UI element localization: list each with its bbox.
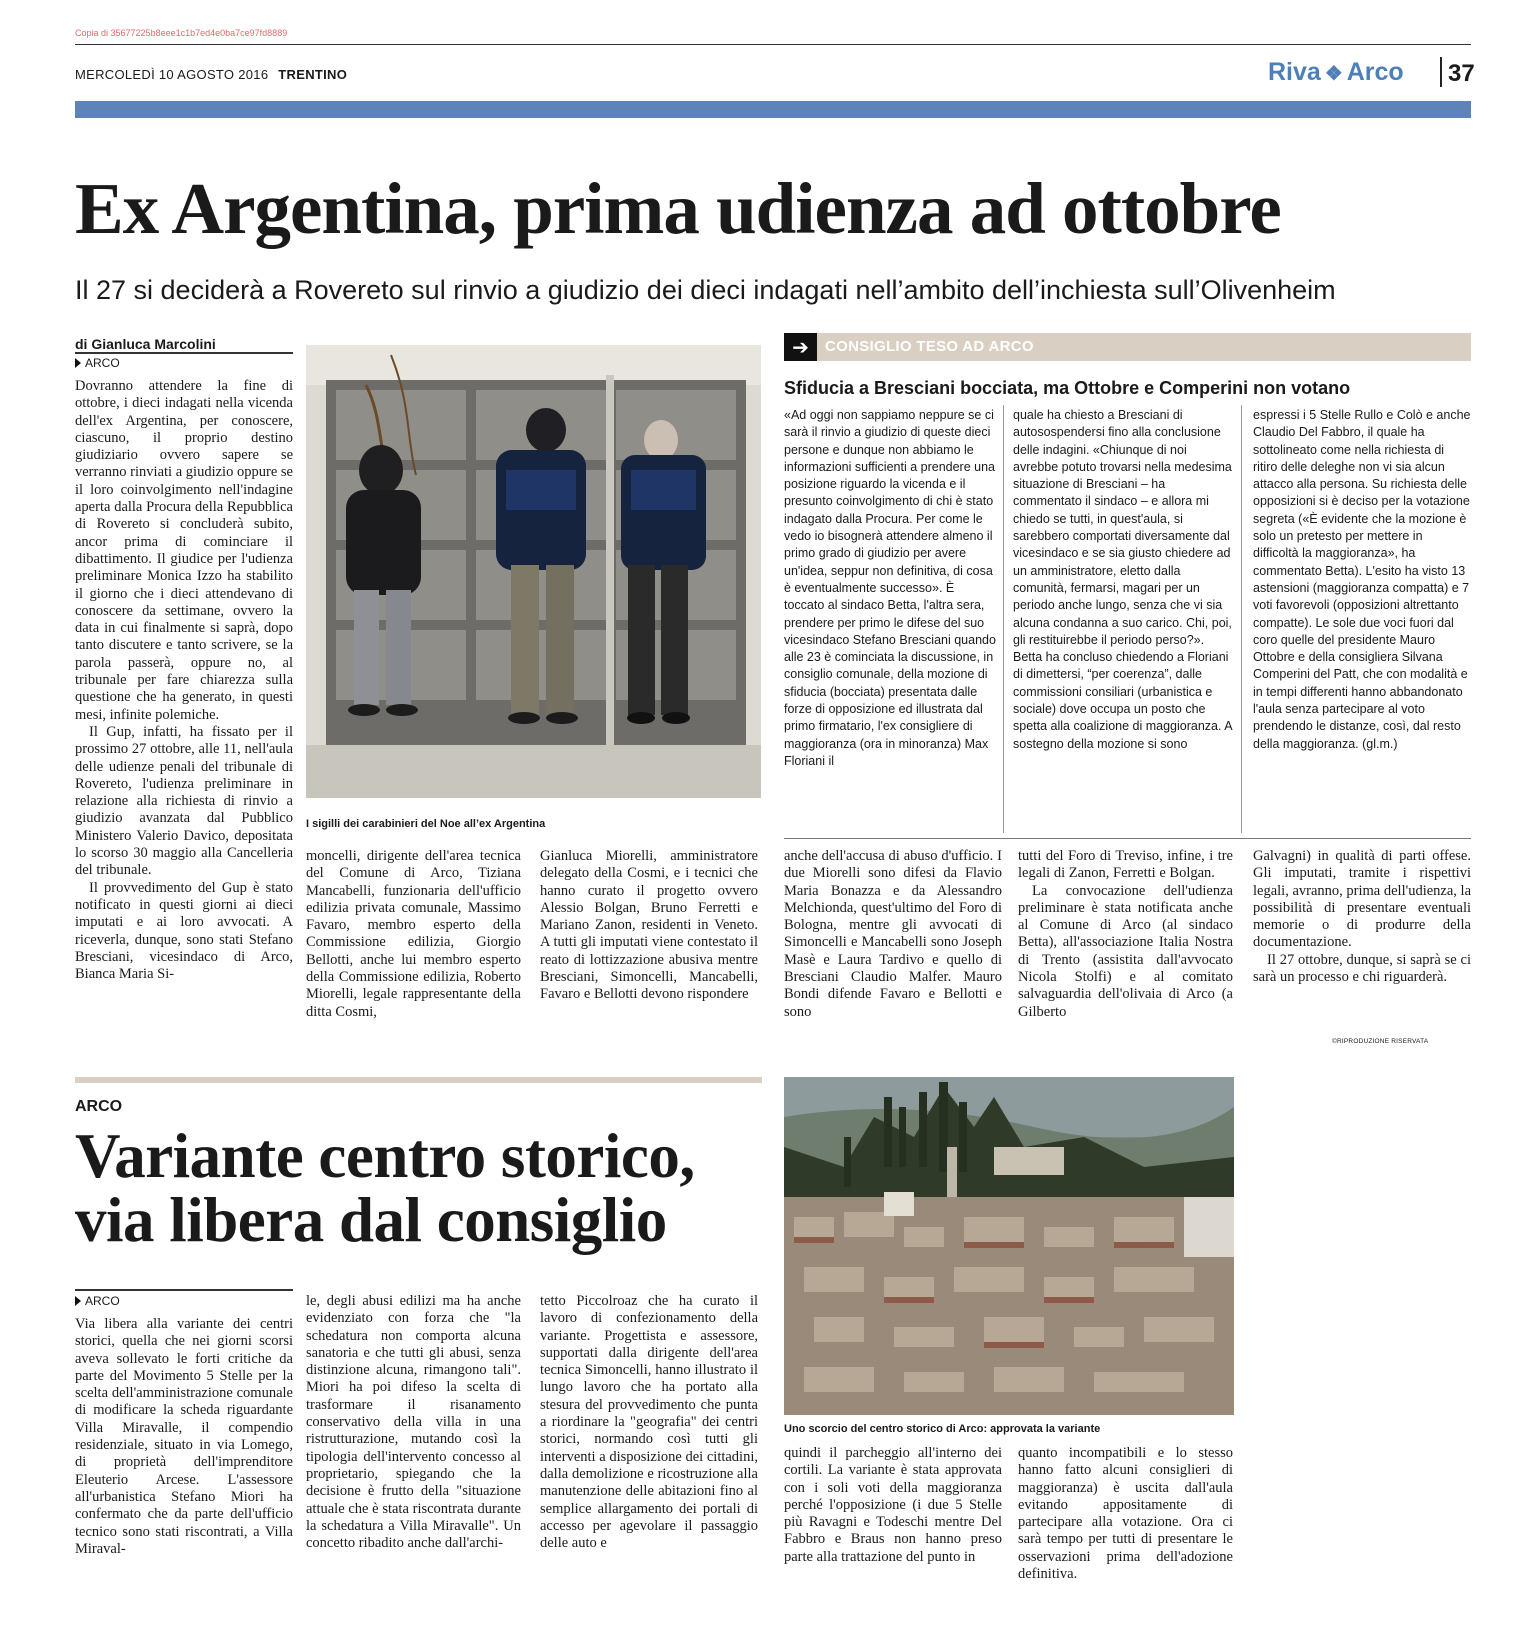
sidebar-col3: espressi i 5 Stelle Rullo e Colò e anche Claudio Del Fabbro, il quale ha sottolineato come nella richiesta di ritiro delle deleghe non vi sia alcun attacco alla persona. Su richiesta delle opposizioni si è deciso per la votazione segreta («È evidente che la mozione è solo un pretesto per mettere in difficoltà la maggioranza», ha commentato Betta). L'esito ha visto 13 astensioni (maggioranza compatta) e 7 voti favorevoli (opposizioni altrettanto compatte). Le sole due voci fuori dal coro quelle del presidente Mauro Ottobre e della consigliera Silvana Comperini del Patt, che con modalità e in tempi differenti hanno abbandonato l'aula senza partecipare al voto prendendo le distanze, così, dal resto della maggioranza. (gl.m.) xyxy=(1253,408,1471,751)
paragraph: Il provvedimento del Gup è stato notificato in questi giorni ai dieci imputati e ai loro avvocati. A riceverla, dunque, sono stati Stefano Bresciani, vicesindaco di Arco, Bianca Maria Si- xyxy=(75,879,293,983)
arco-town-photo-art xyxy=(784,1077,1234,1415)
arco-town-photo xyxy=(784,1077,1234,1415)
paragraph: le, degli abusi edilizi ma ha anche evidenziato con forza che "la schedatura non comporta alcuna sanatoria e che tutti gli abusi, senza distinzione alcuna, rimangono tali". Miori ha poi difeso la scelta di trasformare il risanamento conservativo della villa in una ristrutturazione, mutando così la tipologia dell'intervento concesso al proprietario, spiegando che la decisione è frutto della "situazione attuale che è stata riscontrata durante la schedatura a Villa Miravalle". Un concetto ribadito anche dall'archi- xyxy=(306,1293,521,1552)
article1-col2 xyxy=(306,848,521,1021)
sidebar-bottom-rule xyxy=(784,838,1471,839)
article2-col2 xyxy=(306,1293,521,1552)
paragraph: moncelli, dirigente dell'area tecnica del Comune di Arco, Tiziana Mancabelli, funzionaria dell'ufficio edilizia privata comunale, Massimo Favaro, membro esperto della Commissione edilizia, Giorgio Bellotti, anche lui membro esperto della Commissione edilizia, Roberto Miorelli, legale rappresentante della ditta Cosmi, xyxy=(306,848,521,1020)
headline-line: via libera dal consiglio xyxy=(75,1185,667,1255)
article2-headline xyxy=(75,1121,695,1255)
diamond-icon: ❖ xyxy=(1324,63,1343,85)
page-number: 37 xyxy=(1448,60,1475,87)
byline: di Gianluca Marcolini xyxy=(75,336,216,352)
column-divider xyxy=(1003,405,1004,833)
carabinieri-photo-art xyxy=(306,345,761,798)
sidebar-label: CONSIGLIO TESO AD ARCO xyxy=(825,338,1034,355)
location-tag xyxy=(75,356,120,370)
paragraph: anche dell'accusa di abuso d'ufficio. I due Miorelli sono difesi da Flavio Maria Bonazza e da Alessandro Melchionda, quest'ultimo del Foro di Bologna, mentre gli avvocati di Simoncelli e Mancabelli sono Joseph Masè e Laura Tardivo e quello di Bresciani Claudio Malfer. Mauro Bondi difende Favaro e Bellotti e sono xyxy=(784,848,1002,1020)
paragraph: quindi il parcheggio all'interno dei cortili. La variante è stata approvata con i soli voti della maggioranza perché l'opposizione (i due 5 Stelle più Ravagni e Todeschi mentre Del Fabbro e Braus non hanno preso parte alla trattazione del punto in xyxy=(784,1445,1002,1565)
article2-col1 xyxy=(75,1316,293,1558)
paragraph: tetto Piccolroaz che ha curato il lavoro di confezionamento della variante. Progettista e assessore, supportati dalla dirigente dell'area tecnica Simoncelli, hanno illustrato il lungo lavoro che ha portato alla stesura del provvedimento che punta a riordinare la "geografia" dei centri storici, normando così tutti gli interventi a disposizione dei cittadini, dalla demolizione e ricostruzione alla manutenzione delle abitazioni fino al semplice allargamento dei portali di accesso per agevolare il passaggio delle auto e xyxy=(540,1293,758,1552)
paragraph: Gianluca Miorelli, amministratore delegato della Cosmi, e i tecnici che hanno curato il progetto ovvero Alessio Bolgan, Bruno Ferretti e Mariano Zanon, residenti in Veneto. A tutti gli imputati viene contestato il reato di lottizzazione abusiva mentre Bresciani, Simoncelli, Mancabelli, Favaro e Bellotti devono rispondere xyxy=(540,848,758,1003)
section2-label: ARCO xyxy=(75,1098,123,1115)
photo-caption: I sigilli dei carabinieri del Noe all’ex Argentina xyxy=(306,818,546,830)
paragraph: Il 27 ottobre, dunque, si saprà se ci sarà un processo e chi riguarderà. xyxy=(1253,951,1471,986)
article1-col3 xyxy=(540,848,758,1004)
section2-band xyxy=(75,1077,762,1083)
photo-caption: Uno scorcio del centro storico di Arco: approvata la variante xyxy=(784,1423,1101,1435)
headline-line: Variante centro storico, xyxy=(75,1121,695,1191)
sidebar-col2: quale ha chiesto a Bresciani di autosospendersi fino alla conclusione delle indagini. «Chiunque di noi avrebbe potuto trovarsi nella medesima situazione di Bresciani – ha commentato il sindaco – e allora mi chiedo se tutti, in quest'aula, si sarebbero comportati diversamente dal vicesindaco e se sia giusto chiedere ad un amministratore, eletto dalla comunità, fermarsi, magari per un periodo anche lungo, senza che vi sia alcuna condanna a suo carico. Chi, poi, gli restituirebbe il periodo perso?». Betta ha concluso chiedendo a Floriani di dimettersi, “per coerenza”, dalle commissioni consiliari (urbanistica e sociale) dove occupa un posto che spetta alla coalizione di maggioranza. A sostegno della mozione si sono xyxy=(1013,408,1232,751)
dateline xyxy=(75,67,347,82)
paragraph: Galvagni) in qualità di parti offese. Gli imputati, tramite i rispettivi legali, avranno, prima dell'udienza, la possibilità di presentare eventuali memorie o di produrre della documentazione. xyxy=(1253,848,1472,951)
paragraph: quanto incompatibili e lo stesso hanno fatto alcuni consiglieri di maggioranza) è uscita dall'aula evitando appositamente di partecipare alla votazione. Ora ci sarà tempo per tutti di presentare le osservazioni prima dell'adozione definitiva. xyxy=(1018,1445,1233,1583)
top-rule xyxy=(75,44,1471,45)
triangle-icon xyxy=(75,358,81,368)
date: MERCOLEDÌ 10 AGOSTO 2016 xyxy=(75,67,269,82)
article1-col6 xyxy=(1253,848,1471,986)
section-right: Arco xyxy=(1346,58,1404,86)
paragraph: Via libera alla variante dei centri storici, quella che nei giorni scorsi aveva sollevato le forti critiche da parte del Movimento 5 Stelle per la scelta dell'amministrazione comunale di modificare la scheda riguardante Villa Miravalle, il compendio residenziale, situato in via Lomego, di proprietà dell'imprenditore Eleuterio Arcese. L'assessore all'urbanistica Stefano Miori ha confermato che da parte dell'ufficio tecnico sono stati riscontrati, a Villa Miraval- xyxy=(75,1316,293,1557)
location-tag xyxy=(75,1294,120,1308)
copy-note: Copia di 35677225b8eee1c1b7ed4e0ba7ce97fd8889 xyxy=(75,28,288,38)
carabinieri-photo xyxy=(306,345,761,798)
paragraph: Dovranno attendere la fine di ottobre, i dieci indagati nella vicenda dell'ex Argentina, per conoscere, ciascuno, il proprio destino giudiziario ovvero sapere se verranno rinviati a giudizio oppure se il loro coinvolgimento nell'indagine aperta dalla Procura della Repubblica di Rovereto si concluderà subito, ancor prima di cominciare il dibattimento. Il giudice per l'udienza preliminare Monica Izzo ha stabilito il giorno che i dieci attendevano di conoscere da settimane, ovvero la data in cui finalmente si saprà, dopo tanto discutere e tanto scrivere, se la parola passerà, oppure no, al tribunale per fare chiarezza sulla questione che ha generato, in questi mesi, infinite polemiche. xyxy=(75,378,293,723)
triangle-icon xyxy=(75,1296,81,1306)
article2-col4 xyxy=(784,1445,1002,1566)
byline-rule xyxy=(75,352,293,354)
column-divider xyxy=(1241,405,1242,833)
article1-col5 xyxy=(1018,848,1233,1021)
sidebar-col1: «Ad oggi non sappiamo neppure se ci sarà il rinvio a giudizio di queste dieci persone e dunque non abbiamo le informazioni sufficienti a prendere una posizione riguardo la vicenda e il presunto coinvolgimento di chi è stato indagato dalla Procura. Per come le vedo io bisognerà attendere almeno il primo grado di giudizio per avere un'idea, seppur non definitiva, di cosa è eventualmente successo». È toccato al sindaco Betta, l'altra sera, prendere per primo le difese del suo vicesindaco Stefano Bresciani quando alle 23 è cominciata la discussione, in consiglio comunale, della mozione di sfiducia (bocciata) presentata dalle forze di opposizione ed illustrata dal primo firmatario, l'ex consigliere di maggioranza (ora in minoranza) Max Floriani il xyxy=(784,408,996,768)
main-subhead: Il 27 si deciderà a Rovereto sul rinvio a giudizio dei dieci indagati nell’ambito dell’inchiesta sull’Olivenheim xyxy=(75,275,1336,305)
location-label: ARCO xyxy=(85,1294,120,1308)
location-label: ARCO xyxy=(85,356,120,370)
header-band xyxy=(75,101,1471,118)
page-separator xyxy=(1440,57,1442,87)
article1-col4 xyxy=(784,848,1002,1021)
section-tag xyxy=(1268,58,1404,87)
main-headline: Ex Argentina, prima udienza ad ottobre xyxy=(75,168,1281,249)
paragraph: La convocazione dell'udienza preliminare è stata notificata anche al Comune di Arco (al sindaco Betta), all'associazione Italia Nostra di Trento (assistita dall'avvocato Nicola Stolfi) e al comitato salvaguardia dell'olivaia di Arco (a Gilberto xyxy=(1018,882,1233,1020)
arrow-right-icon: ➔ xyxy=(784,333,817,361)
paragraph: Il Gup, infatti, ha fissato per il prossimo 27 ottobre, alle 11, nell'aula delle udienze penali del tribunale di Rovereto, l'udienza preliminare in relazione alla richiesta di rinvio a giudizio avanzata dal Pubblico Ministero Valerio Davico, depositata lo scorso 30 maggio alla Cancelleria del tribunale. xyxy=(75,723,293,879)
paragraph: tutti del Foro di Treviso, infine, i tre legali di Zanon, Ferretti e Bolgan. xyxy=(1018,848,1233,882)
sidebar-headline: Sfiducia a Bresciani bocciata, ma Ottobre e Comperini non votano xyxy=(784,378,1351,398)
copyright-note: ©RIPRODUZIONE RISERVATA xyxy=(1332,1038,1429,1045)
location-rule xyxy=(75,1289,293,1291)
article2-col3 xyxy=(540,1293,758,1552)
article2-col5 xyxy=(1018,1445,1233,1583)
paper-name: TRENTINO xyxy=(278,67,348,82)
section-left: Riva xyxy=(1268,58,1321,86)
article1-col1 xyxy=(75,378,293,983)
